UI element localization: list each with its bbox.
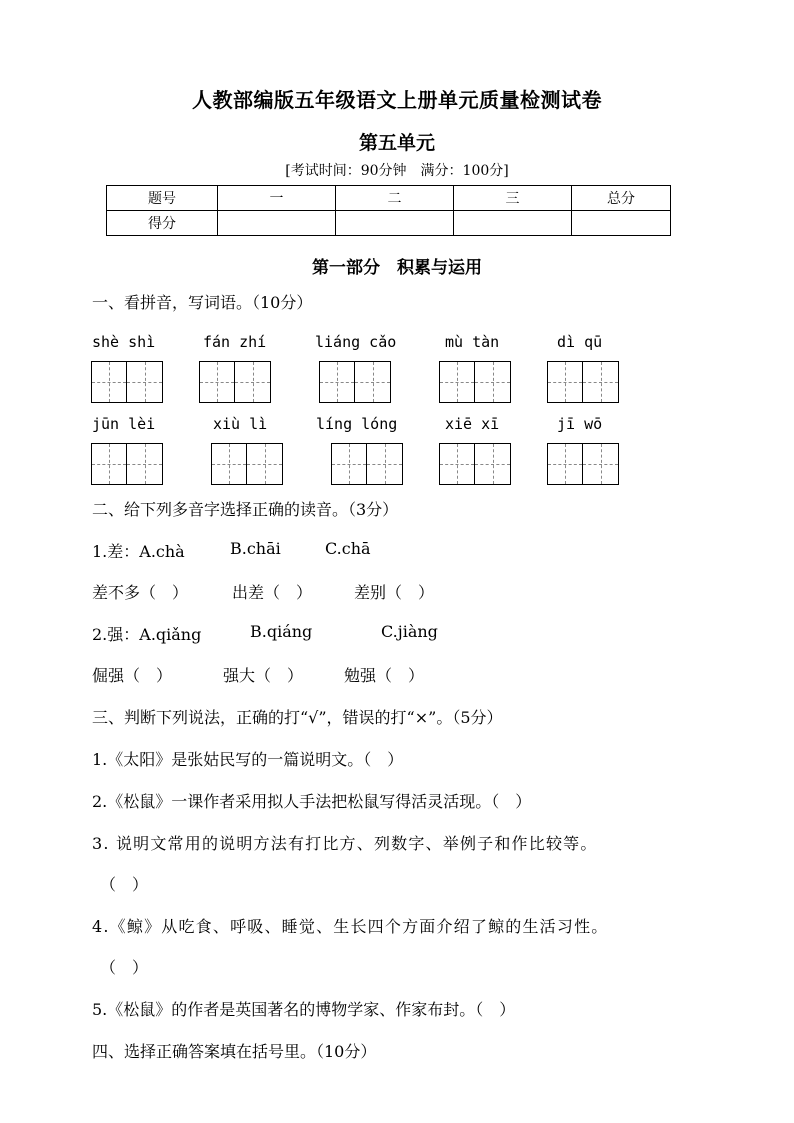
document-title: 人教部编版五年级语文上册单元质量检测试卷 <box>192 88 602 112</box>
grid-cell[interactable] <box>583 444 618 484</box>
grid-cell[interactable] <box>475 444 510 484</box>
pinyin-label: jūn lèi <box>92 415 156 433</box>
grid-cell[interactable] <box>92 362 127 402</box>
exam-info: [考试时间：90分钟 满分：100分] <box>285 163 509 179</box>
grid-cell[interactable] <box>475 362 510 402</box>
grid-cell[interactable] <box>583 362 618 402</box>
writing-grid[interactable] <box>91 443 163 485</box>
unit-title: 第五单元 <box>358 132 435 154</box>
grid-cell[interactable] <box>320 362 355 402</box>
q3-item: 4.《鲸》从吃食、呼吸、睡觉、生长四个方面介绍了鲸的生活习性。 <box>92 917 609 936</box>
grid-cell[interactable] <box>332 444 367 484</box>
q3-answer-blank[interactable]: （ ） <box>100 958 149 977</box>
score-input-cell[interactable] <box>218 211 336 236</box>
q2-word-blank[interactable]: 差不多（ ） <box>92 583 189 602</box>
q3-item: 3. 说明文常用的说明方法有打比方、列数字、举例子和作比较等。 <box>92 834 598 853</box>
pinyin-label: xiē xī <box>445 415 500 433</box>
pinyin-label: liáng cǎo <box>315 333 397 351</box>
pinyin-label: shè shì <box>92 333 156 351</box>
q4-heading: 四、选择正确答案填在括号里。（10分） <box>92 1042 377 1061</box>
grid-cell[interactable] <box>367 444 402 484</box>
q2-word-blank[interactable]: 强大（ ） <box>223 666 304 685</box>
score-header-cell: 题号 <box>107 186 218 211</box>
score-header-cell: 三 <box>454 186 572 211</box>
score-table <box>106 185 671 236</box>
score-input-cell[interactable] <box>454 211 572 236</box>
q2-item1-option-c: C.chā <box>325 539 371 558</box>
grid-cell[interactable] <box>548 444 583 484</box>
q2-word-blank[interactable]: 勉强（ ） <box>344 666 425 685</box>
score-header-cell: 二 <box>336 186 454 211</box>
grid-cell[interactable] <box>92 444 127 484</box>
q2-item2-option-c: C.jiàng <box>381 622 438 641</box>
pinyin-label: fán zhí <box>203 333 267 351</box>
writing-grid[interactable] <box>439 361 511 403</box>
score-table-header-row <box>107 186 671 211</box>
grid-cell[interactable] <box>355 362 390 402</box>
q2-item2-option-a: 2.强：A.qiǎng <box>92 625 202 644</box>
q2-word-blank[interactable]: 差别（ ） <box>354 583 435 602</box>
pinyin-label: jī wō <box>557 415 603 433</box>
score-input-cell[interactable] <box>336 211 454 236</box>
q3-answer-blank[interactable]: （ ） <box>100 875 149 894</box>
writing-grid[interactable] <box>319 361 391 403</box>
q3-item[interactable]: 2.《松鼠》一课作者采用拟人手法把松鼠写得活灵活现。（ ） <box>92 792 532 811</box>
q2-heading: 二、给下列多音字选择正确的读音。（3分） <box>92 500 399 519</box>
q3-heading: 三、判断下列说法，正确的打“√”，错误的打“×”。（5分） <box>92 708 503 727</box>
grid-cell[interactable] <box>548 362 583 402</box>
q3-item[interactable]: 5.《松鼠》的作者是英国著名的博物学家、作家布封。（ ） <box>92 1000 516 1019</box>
writing-grid[interactable] <box>91 361 163 403</box>
writing-grid[interactable] <box>439 443 511 485</box>
grid-cell[interactable] <box>127 444 162 484</box>
pinyin-label: dì qū <box>557 333 603 351</box>
pinyin-label: xiù lì <box>213 415 268 433</box>
grid-cell[interactable] <box>212 444 247 484</box>
pinyin-label: líng lóng <box>316 415 398 433</box>
score-header-cell: 总分 <box>572 186 671 211</box>
grid-cell[interactable] <box>247 444 282 484</box>
writing-grid[interactable] <box>547 443 619 485</box>
score-row-label: 得分 <box>107 211 218 236</box>
q2-word-blank[interactable]: 出差（ ） <box>232 583 313 602</box>
q2-word-blank[interactable]: 倔强（ ） <box>92 666 173 685</box>
q2-item1-option-a: 1.差：A.chà <box>92 542 185 561</box>
q2-item2-option-b: B.qiáng <box>250 622 313 641</box>
grid-cell[interactable] <box>235 362 270 402</box>
grid-cell[interactable] <box>440 362 475 402</box>
pinyin-label: mù tàn <box>445 333 500 351</box>
q2-item1-option-b: B.chāi <box>230 539 281 558</box>
writing-grid[interactable] <box>199 361 271 403</box>
score-table-score-row <box>107 211 671 236</box>
q1-heading: 一、看拼音，写词语。（10分） <box>92 293 313 312</box>
q3-item[interactable]: 1.《太阳》是张姑民写的一篇说明文。（ ） <box>92 750 404 769</box>
grid-cell[interactable] <box>440 444 475 484</box>
part-title: 第一部分 积累与运用 <box>312 258 482 278</box>
score-input-cell[interactable] <box>572 211 671 236</box>
score-header-cell: 一 <box>218 186 336 211</box>
grid-cell[interactable] <box>200 362 235 402</box>
writing-grid[interactable] <box>547 361 619 403</box>
writing-grid[interactable] <box>331 443 403 485</box>
grid-cell[interactable] <box>127 362 162 402</box>
writing-grid[interactable] <box>211 443 283 485</box>
